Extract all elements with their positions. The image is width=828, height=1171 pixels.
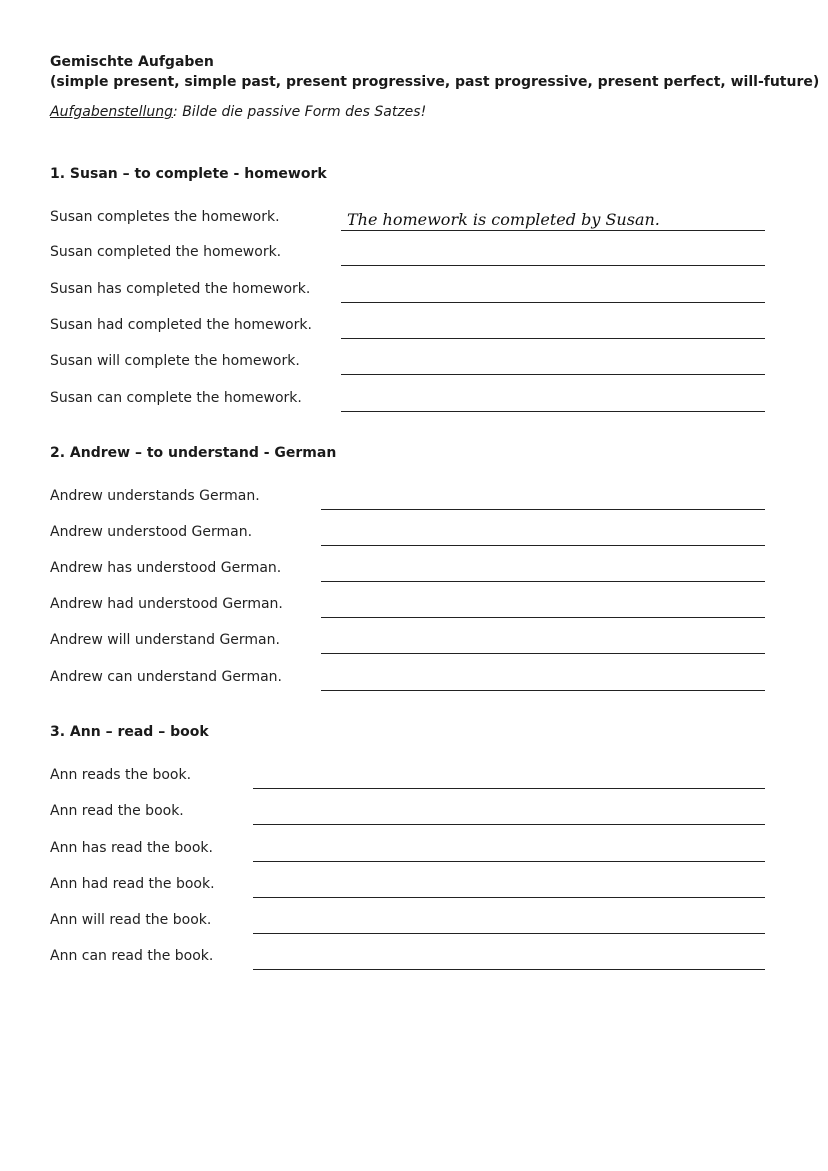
exercise-sentence: Andrew can understand German. (50, 669, 282, 685)
exercise-sentence: Susan can complete the homework. (50, 390, 302, 406)
exercise-row (50, 556, 765, 582)
exercise-sentence: Susan will complete the homework. (50, 353, 300, 369)
answer-field[interactable] (321, 545, 765, 546)
answer-field[interactable] (253, 861, 765, 862)
worksheet-title: Gemischte Aufgaben (50, 54, 214, 70)
exercise-sentence: Andrew had understood German. (50, 596, 283, 612)
worksheet-subtitle: (simple present, simple past, present progressive, past progressive, present perfect, will-future) (50, 74, 820, 90)
answer-field[interactable] (341, 210, 765, 231)
section-heading-2: 2. Andrew – to understand - German (50, 445, 337, 461)
exercise-row (50, 665, 765, 691)
instruction (50, 102, 426, 122)
exercise-sentence: Susan has completed the homework. (50, 281, 311, 297)
answer-field[interactable] (341, 265, 765, 266)
answer-field[interactable] (341, 411, 765, 412)
exercise-sentence: Ann reads the book. (50, 767, 192, 783)
exercise-row (50, 872, 765, 898)
exercise-row (50, 349, 765, 375)
exercise-row (50, 908, 765, 934)
exercise-sentence: Susan had completed the homework. (50, 317, 312, 333)
exercise-sentence: Andrew has understood German. (50, 560, 282, 576)
answer-field[interactable] (321, 509, 765, 510)
answer-field[interactable] (253, 788, 765, 789)
exercise-row (50, 205, 765, 231)
exercise-row (50, 763, 765, 789)
answer-field[interactable] (253, 969, 765, 970)
answer-field[interactable] (321, 653, 765, 654)
exercise-row (50, 277, 765, 303)
exercise-row (50, 592, 765, 618)
section-heading-1: 1. Susan – to complete - homework (50, 166, 327, 182)
exercise-sentence: Ann read the book. (50, 803, 184, 819)
exercise-row (50, 520, 765, 546)
answer-field[interactable] (253, 824, 765, 825)
exercise-row (50, 628, 765, 654)
exercise-sentence: Andrew understands German. (50, 488, 260, 504)
exercise-row (50, 313, 765, 339)
exercise-sentence: Ann had read the book. (50, 876, 215, 892)
answer-field[interactable] (341, 302, 765, 303)
exercise-sentence: Ann can read the book. (50, 948, 214, 964)
exercise-sentence: Andrew understood German. (50, 524, 253, 540)
answer-field[interactable] (341, 374, 765, 375)
answer-field[interactable] (341, 338, 765, 339)
exercise-sentence: Susan completed the homework. (50, 244, 282, 260)
answer-field[interactable] (321, 690, 765, 691)
instruction-label: Aufgabenstellung (50, 104, 174, 120)
answer-field[interactable] (253, 933, 765, 934)
answer-field[interactable] (253, 897, 765, 898)
instruction-text: : Bilde die passive Form des Satzes! (173, 104, 427, 120)
answer-text: The homework is completed by Susan. (347, 210, 660, 229)
exercise-row (50, 240, 765, 266)
exercise-row (50, 386, 765, 412)
section-heading-3: 3. Ann – read – book (50, 724, 209, 740)
exercise-row (50, 944, 765, 970)
answer-field[interactable] (321, 581, 765, 582)
answer-field[interactable] (321, 617, 765, 618)
exercise-sentence: Ann has read the book. (50, 840, 213, 856)
exercise-sentence: Susan completes the homework. (50, 209, 280, 225)
exercise-sentence: Ann will read the book. (50, 912, 212, 928)
exercise-row (50, 836, 765, 862)
exercise-row (50, 484, 765, 510)
exercise-sentence: Andrew will understand German. (50, 632, 280, 648)
exercise-row (50, 799, 765, 825)
